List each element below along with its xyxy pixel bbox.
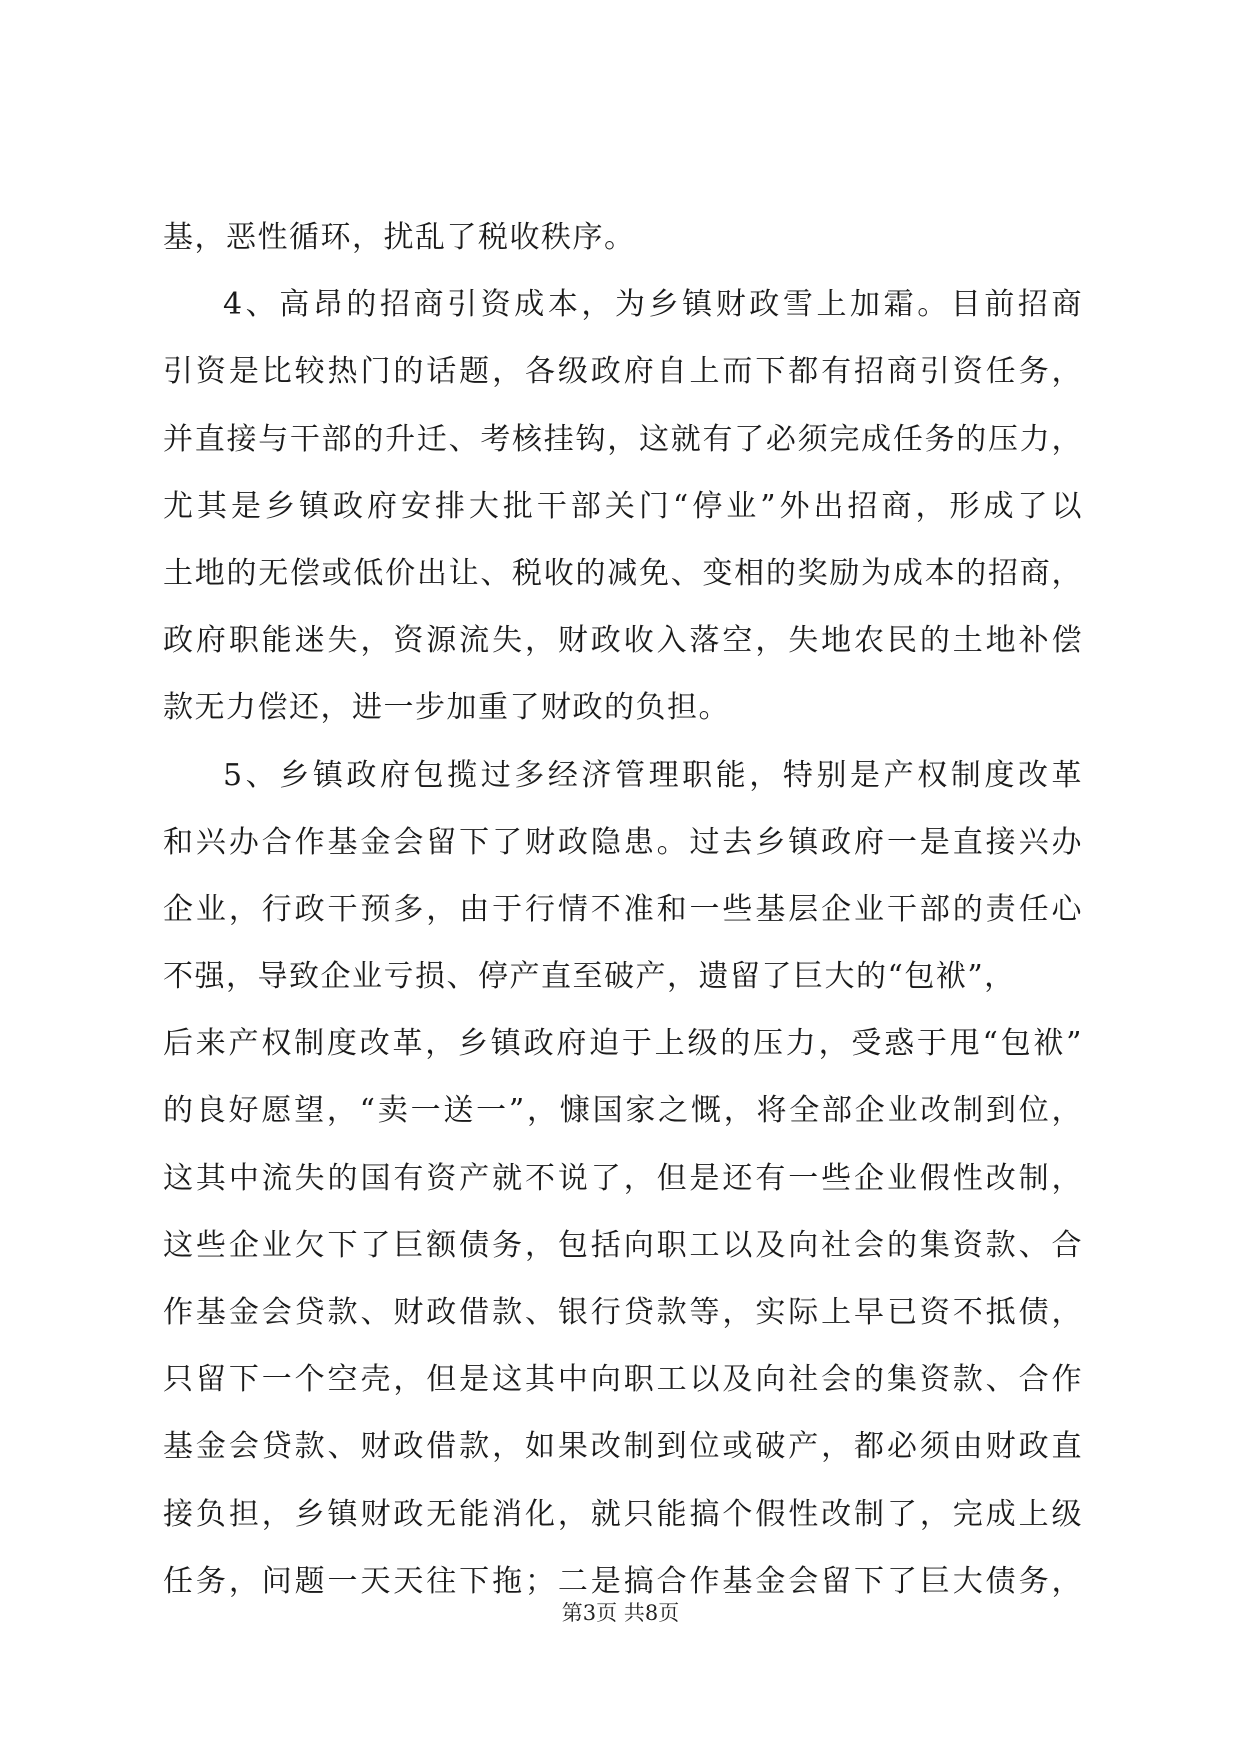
- text-line: 基，恶性循环，扰乱了税收秩序。: [163, 220, 636, 255]
- body-text: [163, 204, 1083, 1615]
- paragraph-4-first-line: 4、高昂的招商引资成本，为乡镇财政雪上加霜。目前招商: [223, 287, 1083, 323]
- text-line: 只留下一个空壳，但是这其中向职工以及向社会的集资款、合作: [163, 1362, 1083, 1398]
- paragraph-5-first-line: 5、乡镇政府包揽过多经济管理职能，特别是产权制度改革: [223, 757, 1083, 793]
- text-line: 的良好愿望，“卖一送一”，慷国家之慨，将全部企业改制到位，: [163, 1093, 1083, 1129]
- text-line: 接负担，乡镇财政无能消化，就只能搞个假性改制了，完成上级: [163, 1496, 1083, 1532]
- text-line: 政府职能迷失，资源流失，财政收入落空，失地农民的土地补偿: [163, 623, 1083, 659]
- text-line: 这其中流失的国有资产就不说了，但是还有一些企业假性改制，: [163, 1160, 1083, 1196]
- text-line: 尤其是乡镇政府安排大批干部关门“停业”外出招商，形成了以: [163, 488, 1083, 524]
- text-line: 基金会贷款、财政借款，如果改制到位或破产，都必须由财政直: [163, 1429, 1083, 1465]
- text-line: 并直接与干部的升迁、考核挂钩，这就有了必须完成任务的压力，: [163, 421, 1083, 457]
- text-line: 款无力偿还，进一步加重了财政的负担。: [163, 690, 730, 726]
- text-line: 不强，导致企业亏损、停产直至破产，遗留了巨大的“包袱”，: [163, 959, 1016, 995]
- text-line: 企业，行政干预多，由于行情不准和一些基层企业干部的责任心: [163, 891, 1083, 927]
- page-number-footer: 第3页 共8页: [561, 1601, 680, 1625]
- text-line: 任务，问题一天天往下拖；二是搞合作基金会留下了巨大债务，: [163, 1563, 1083, 1599]
- text-line: 和兴办合作基金会留下了财政隐患。过去乡镇政府一是直接兴办: [163, 824, 1083, 860]
- text-line: 作基金会贷款、财政借款、银行贷款等，实际上早已资不抵债，: [163, 1295, 1083, 1330]
- text-line: 引资是比较热门的话题，各级政府自上而下都有招商引资任务，: [163, 354, 1083, 390]
- text-line: 后来产权制度改革，乡镇政府迫于上级的压力，受惑于甩“包袱”: [163, 1026, 1083, 1062]
- text-line: 土地的无偿或低价出让、税收的减免、变相的奖励为成本的招商，: [163, 555, 1083, 591]
- text-line: 这些企业欠下了巨额债务，包括向职工以及向社会的集资款、合: [163, 1227, 1083, 1263]
